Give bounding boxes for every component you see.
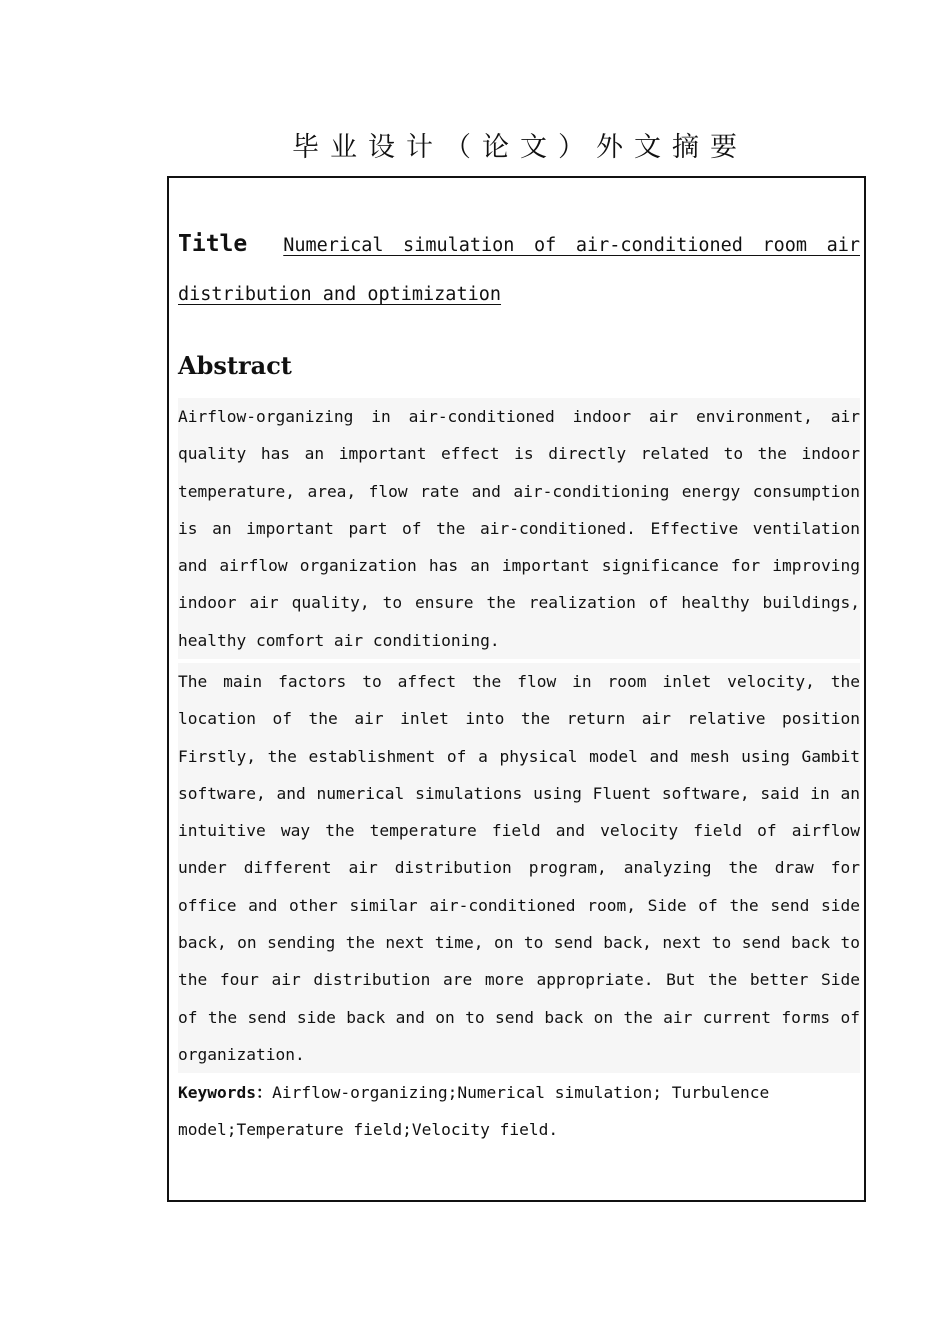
- keywords-text: Airflow-organizing;Numerical simulation; Turbulence model;Temperature field;Velocity field.: [178, 1083, 770, 1140]
- page-heading: 毕业设计（论文）外文摘要: [292, 132, 748, 163]
- abstract-paragraph-2: The main factors to affect the flow in room inlet velocity, the location of the air inlet into the return air relative position Firstly, the establishment of a physical model and mesh using Gambit software, and numerical simulations using Fluent software, said in an intuitive way the temperature field and velocity field of airflow under different air distribution program, analyzing the draw for office and other similar air-conditioned room, Side of the send side back, on sending the next time, on to send back, next to send back to the four air distribution are more appropriate. But the better Side of the send side back and on to send back on the air current forms of organization.: [178, 663, 860, 1073]
- title-block: [178, 220, 860, 319]
- title-text: Numerical simulation of air-conditioned room air distribution and optimization: [178, 235, 860, 305]
- abstract-heading: Abstract: [178, 351, 292, 380]
- title-label: Title: [178, 231, 248, 257]
- keywords-line: [178, 1074, 860, 1149]
- abstract-paragraph-1: Airflow-organizing in air-conditioned indoor air environment, air quality has an important effect is directly related to the indoor temperature, area, flow rate and air-conditioning energy consumption is an important part of the air-conditioned. Effective ventilation and airflow organization has an important significance for improving indoor air quality, to ensure the realization of healthy buildings, healthy comfort air conditioning.: [178, 398, 860, 659]
- keywords-label: Keywords：: [178, 1083, 273, 1102]
- abstract-frame: [167, 176, 866, 1202]
